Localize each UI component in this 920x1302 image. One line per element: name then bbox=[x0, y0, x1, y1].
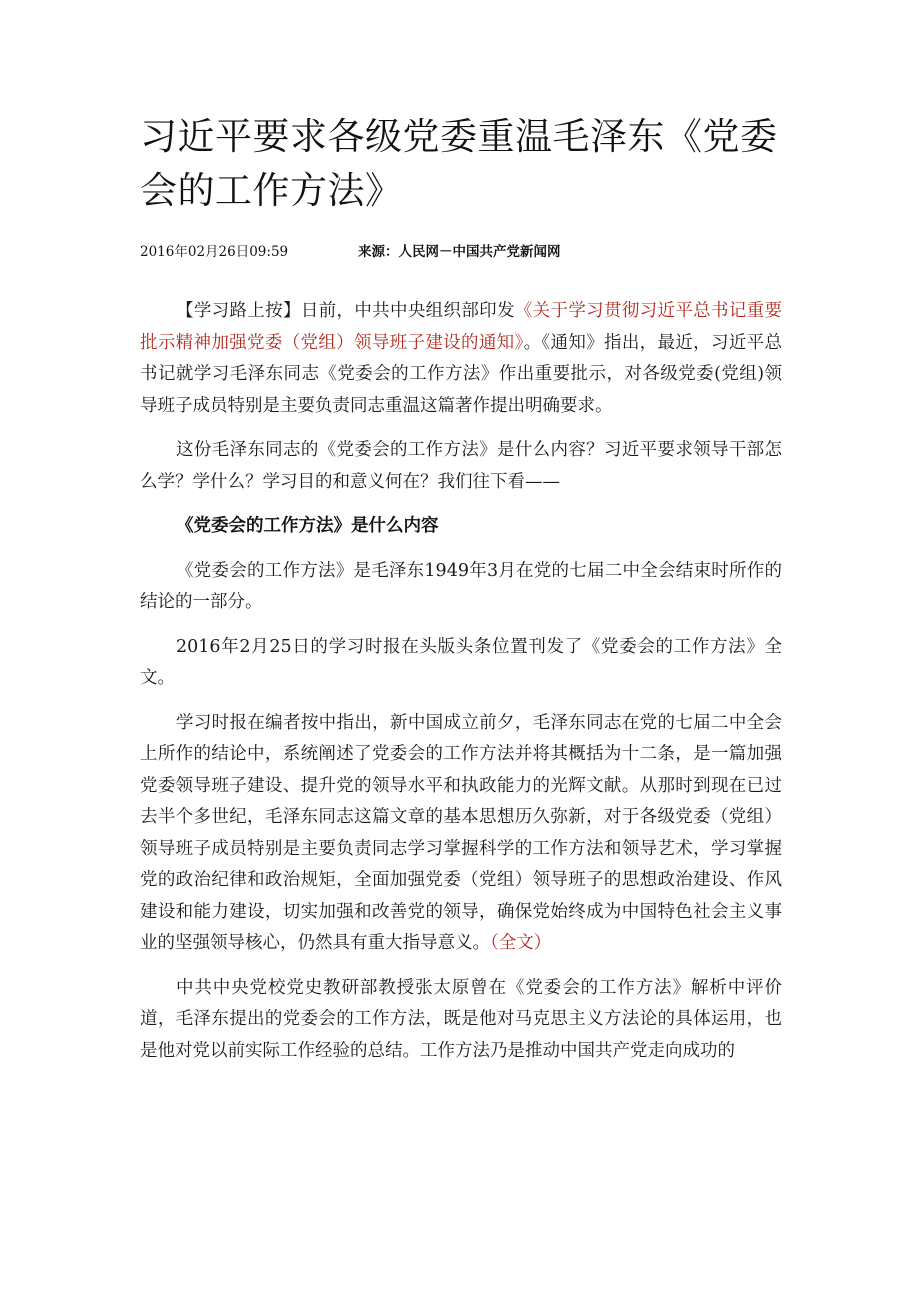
full-text-link[interactable]: （全文） bbox=[490, 933, 552, 953]
paragraph-editor-note bbox=[140, 708, 782, 960]
editor-note-text: 学习时报在编者按中指出，新中国成立前夕，毛泽东同志在党的七届二中全会上所作的结论中，系统阐述了党委会的工作方法并将其概括为十二条，是一篇加强党委领导班子建设、提升党的领导水平和执政能力的光辉文献。从那时到现在已过去半个多世纪，毛泽东同志这篇文章的基本思想历久弥新，对于各级党委（党组）领导班子成员特别是主要负责同志学习掌握科学的工作方法和领导艺术，学习掌握党的政治纪律和政治规矩，全面加强党委（党组）领导班子的思想政治建设、作风建设和能力建设，切实加强和改善党的领导，确保党始终成为中国特色社会主义事业的坚强领导核心，仍然具有重大指导意义。 bbox=[140, 712, 782, 953]
intro-rest: 。《通知》指出，最近，习近平总书记就学习毛泽东同志《党委会的工作方法》作出重要批示，对各级党委(党组)领导班子成员特别是主要负责同志重温这篇著作提出明确要求。 bbox=[140, 332, 783, 416]
paragraph-publication: 2016年2月25日的学习时报在头版头条位置刊发了《党委会的工作方法》全文。 bbox=[140, 636, 782, 688]
publish-date: 2016年02月26日09:59 bbox=[140, 244, 289, 260]
section-heading: 《党委会的工作方法》是什么内容 bbox=[176, 516, 439, 536]
article-source: 来源：人民网－中国共产党新闻网 bbox=[358, 244, 561, 260]
article-body bbox=[140, 296, 782, 1080]
paragraph-questions: 这份毛泽东同志的《党委会的工作方法》是什么内容？习近平要求领导干部怎么学？学什么？学习目的和意义何在？我们往下看—— bbox=[140, 440, 782, 492]
paragraph-origin: 《党委会的工作方法》是毛泽东1949年3月在党的七届二中全会结束时所作的结论的一部分。 bbox=[140, 560, 782, 612]
article-title: 习近平要求各级党委重温毛泽东《党委会的工作方法》 bbox=[140, 115, 778, 212]
intro-text: 【学习路上按】日前，中共中央组织部印发 bbox=[176, 301, 515, 321]
paragraph-intro bbox=[140, 296, 782, 422]
paragraph-commentary: 中共中央党校党史教研部教授张太原曾在《党委会的工作方法》解析中评价道，毛泽东提出的党委会的工作方法，既是他对马克思主义方法论的具体运用，也是他对党以前实际工作经验的总结。工作方法乃是推动中国共产党走向成功的 bbox=[140, 977, 782, 1061]
notice-link[interactable]: 《关于学习贯彻习近平总书记重要批示精神加强党委（党组）领导班子建设的通知》 bbox=[140, 301, 783, 353]
article-meta bbox=[140, 242, 561, 262]
